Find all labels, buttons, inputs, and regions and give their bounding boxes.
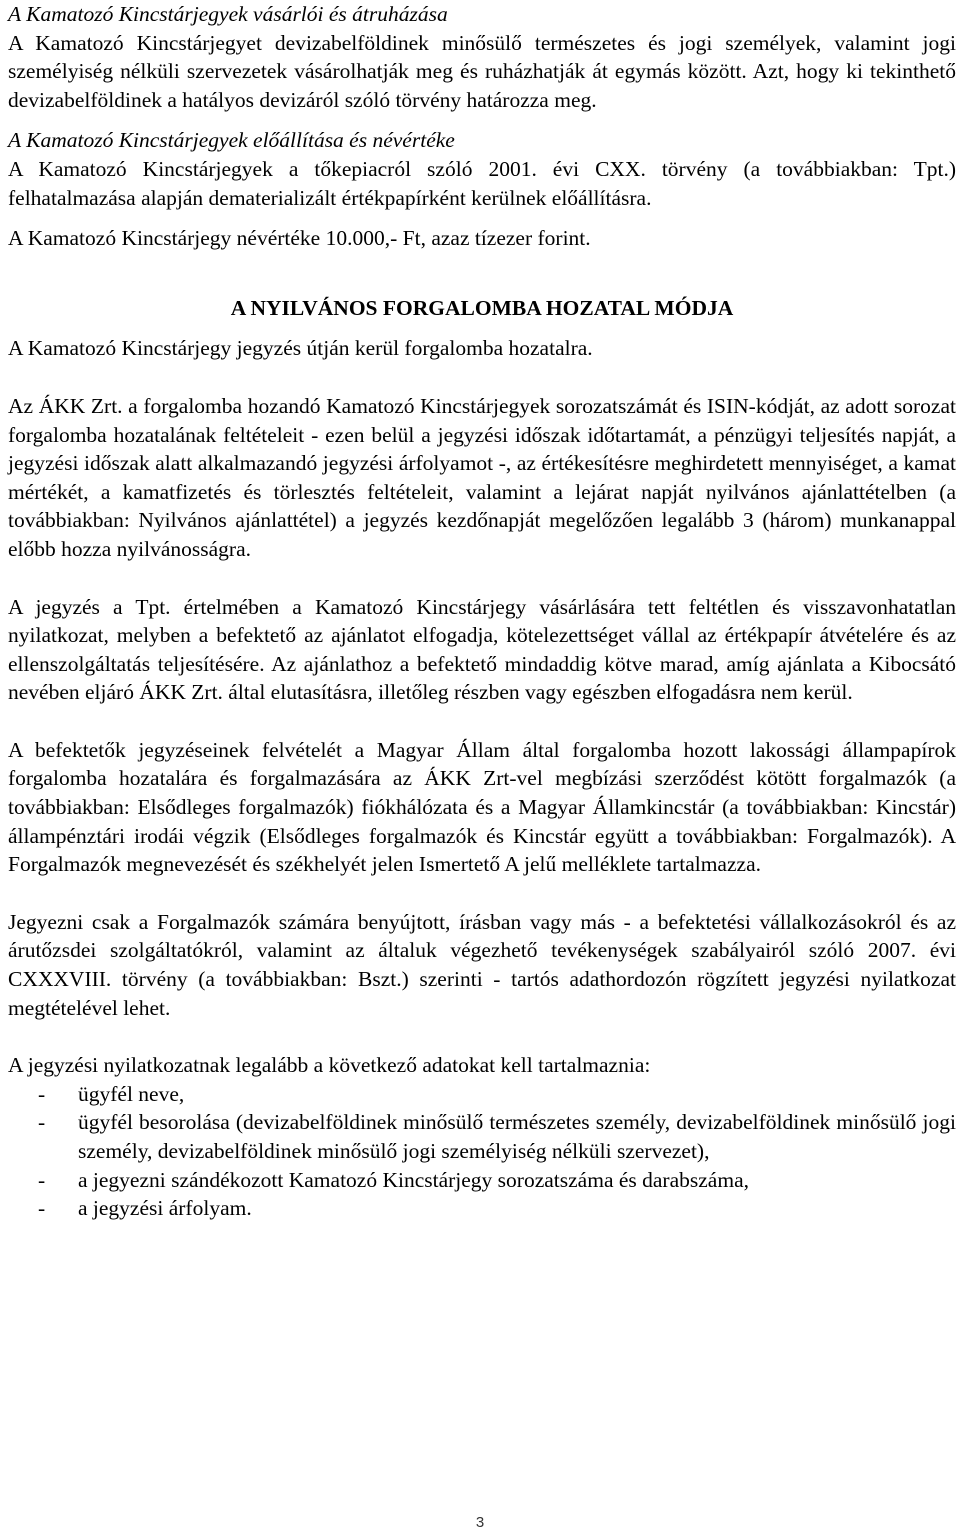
list-item: - ügyfél neve, [8,1080,956,1109]
list-item: - ügyfél besorolása (devizabelföldinek minősülő természetes személy, devizabelföldinek minősülő jogi személy, devizabelföldinek minősülő jogi személyiség nélküli szervezet), [38,1110,956,1163]
required-data-list [8,1080,956,1223]
paragraph-distributors: A befektetők jegyzéseinek felvételét a Magyar Állam által forgalomba hozott lakossági állampapírok forgalomba hozatalára és forgalmazására az ÁKK Zrt-vel megbízási szerződést kötött forgalmazók (a továbbiakban: Elsődleges forgalmazók) fiókhálózata és a Magyar Államkincstár (a továbbiakban: Kincstár) állampénztári irodái végzik (Elsődleges forgalmazók és Kincstár együtt a továbbiakban: Forgalmazók). A Forgalmazók megnevezését és székhelyét jelen Ismertető A jelű melléklete tartalmazza. [8,737,956,877]
list-marker: - [38,1110,46,1135]
section-title-public-offering: A NYILVÁNOS FORGALOMBA HOZATAL MÓDJA [230,295,734,320]
paragraph-production: A Kamatozó Kincstárjegyek a tőkepiacról szóló 2001. évi CXX. törvény (a továbbiakban: Tpt.) felhatalmazása alapján dematerializált értékpapírként kerülnek előállításra. [8,156,956,210]
section-heading-production: A Kamatozó Kincstárjegyek előállítása és névértéke [8,128,455,153]
list-marker: - [38,1081,46,1106]
document-page [8,0,956,1223]
paragraph-buyers: A Kamatozó Kincstárjegyet devizabelföldinek minősülő természetes és jogi személyek, valamint jogi személyiség nélküli szervezetek vásárolhatják meg és ruházhatják át egymás között. Azt, hogy ki tekinthető devizabelföldinek a hatályos devizáról szóló törvény határozza meg. [8,30,956,112]
paragraph-list-intro: A jegyzési nyilatkozatnak legalább a következő adatokat kell tartalmaznia: [8,1053,651,1078]
paragraph-akk-announcement: Az ÁKK Zrt. a forgalomba hozandó Kamatozó Kincstárjegyek sorozatszámát és ISIN-kódját, az adott sorozat forgalomba hozatalának feltételeit - ezen belül a jegyzési időszak időtartamát, a pénzügyi teljesítés napját, a jegyzési időszak alatt alkalmazandó jegyzési árfolyamot -, az értékesítésre meghirdetett mennyiséget, a kamat mértékét, a kamatfizetés és törlesztés feltételeit, valamint a lejárat napját nyilvános ajánlattételben (a továbbiakban: Nyilvános ajánlattétel) a jegyzés kezdőnapját megelőzően legalább 3 (három) munkanappal előbb hozza nyilvánosságra. [8,393,956,561]
list-item: - a jegyzési árfolyam. [8,1194,956,1223]
section-heading-buyers: A Kamatozó Kincstárjegyek vásárlói és átruházása [8,2,448,26]
paragraph-subscription-definition: A jegyzés a Tpt. értelmében a Kamatozó Kincstárjegy vásárlására tett feltétlen és visszavonhatatlan nyilatkozat, melyben a befektető az ajánlatot elfogadja, kötelezettséget vállal az értékpapír átvételére és az ellenszolgáltatás teljesítésére. Az ajánlathoz a befektető mindaddig kötve marad, amíg ajánlata a Kibocsátó nevében eljáró ÁKK Zrt. által elutasításra, illetőleg részben vagy egészben elfogadásra nem kerül. [8,594,956,705]
paragraph-nominal-value: A Kamatozó Kincstárjegy névértéke 10.000,- Ft, azaz tízezer forint. [8,226,591,251]
page-number: 3 [475,1514,485,1531]
list-marker: - [38,1167,46,1192]
paragraph-subscription-method: Jegyezni csak a Forgalmazók számára benyújtott, írásban vagy más - a befektetési vállalkozásokról és az árutőzsdei szolgáltatókról, valamint az általuk végezhető tevékenységek szabályairól szóló 2007. évi CXXXVIII. törvény (a továbbiakban: Bszt.) szerinti - tartós adathordozón rögzített jegyzési nyilatkozat megtételével lehet. [8,909,956,1020]
list-marker: - [38,1196,46,1221]
list-item: - a jegyezni szándékozott Kamatozó Kincstárjegy sorozatszáma és darabszáma, [8,1166,956,1195]
paragraph-offering-intro: A Kamatozó Kincstárjegy jegyzés útján kerül forgalomba hozatalra. [8,336,593,361]
